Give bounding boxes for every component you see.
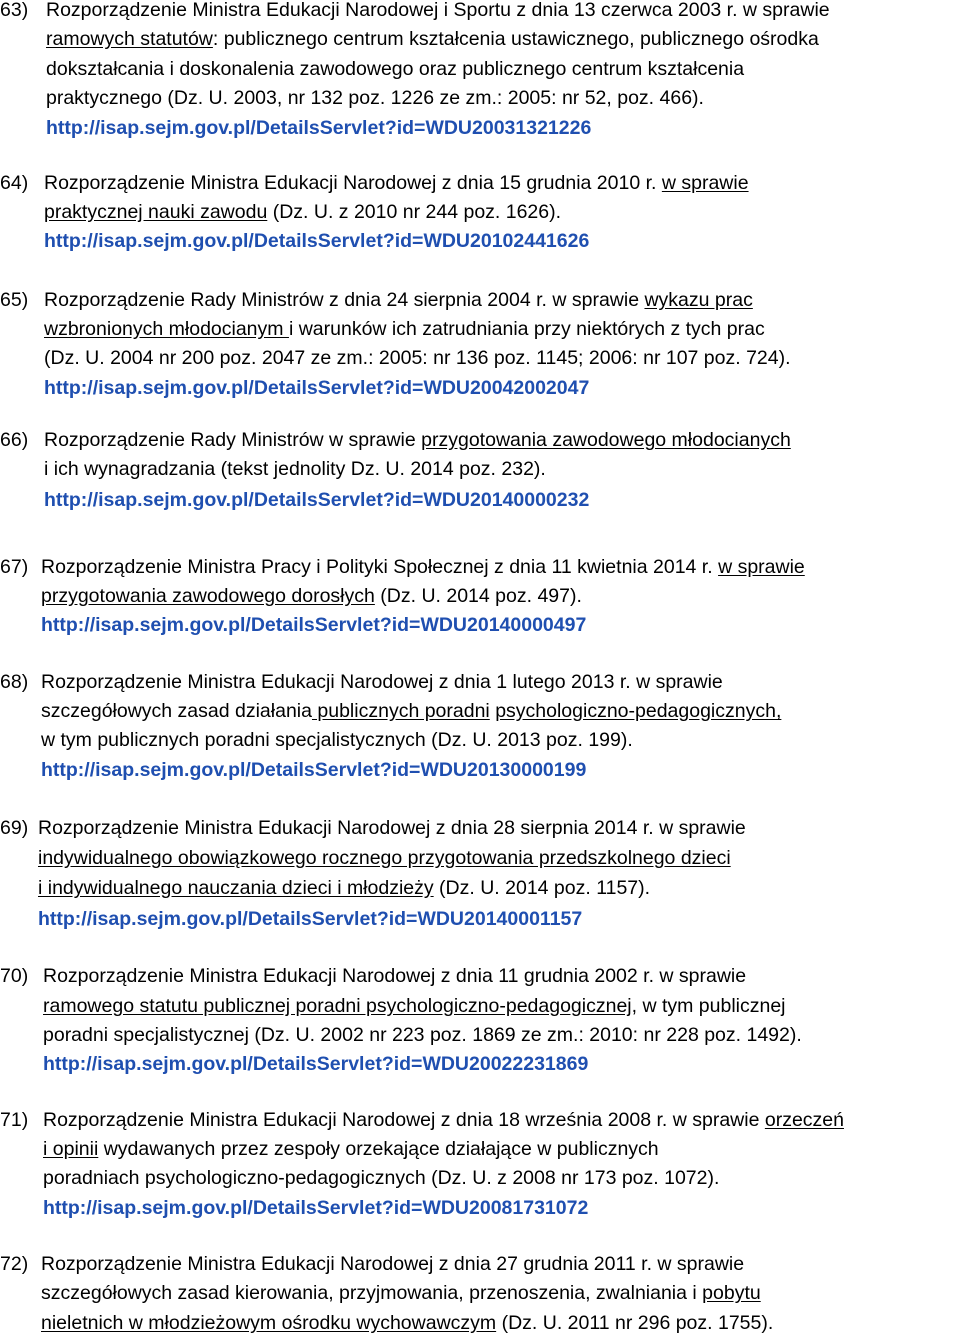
- entry-text-line: [46, 25, 819, 54]
- entry-number: 67): [0, 556, 29, 578]
- underlined-title-text: ramowych statutów: [46, 28, 213, 50]
- isap-link[interactable]: http://isap.sejm.gov.pl/DetailsServlet?id=WDU20031321226: [46, 117, 592, 139]
- entry-number: 70): [0, 965, 29, 987]
- entry-text-line: [41, 668, 723, 697]
- entry-number: 65): [0, 289, 29, 311]
- entry-text: Rozporządzenie Ministra Edukacji Narodowej z dnia 18 września 2008 r. w sprawie: [43, 1109, 765, 1131]
- entry-number: 68): [0, 671, 29, 693]
- underlined-title-text: ramowego statutu publicznej poradni psychologiczno-pedagogicznej: [43, 995, 632, 1017]
- entry-number: 69): [0, 817, 29, 839]
- entry-text: : publicznego centrum kształcenia ustawicznego, publicznego ośrodka: [212, 28, 819, 50]
- entry-text: (Dz. U. 2014 poz. 497).: [374, 585, 582, 607]
- underlined-title-text: i indywidualnego nauczania dzieci i młodzieży: [38, 877, 434, 899]
- underlined-title-text: wykazu prac: [644, 289, 753, 311]
- entry-text: szczegółowych zasad kierowania, przyjmowania, przenoszenia, zwalniania i: [41, 1282, 703, 1304]
- entry-text: wydawanych przez zespoły orzekające działające w publicznych: [98, 1138, 659, 1160]
- entry-text-line: [44, 286, 753, 315]
- underlined-title-text: nieletnich w młodzieżowym ośrodku wychowawczym: [41, 1312, 497, 1334]
- entry-text: (Dz. U. 2011 nr 296 poz. 1755).: [496, 1312, 774, 1334]
- entry-text-line: [46, 0, 830, 25]
- entry-text: szczegółowych zasad działania: [41, 700, 312, 722]
- isap-link[interactable]: http://isap.sejm.gov.pl/DetailsServlet?id=WDU20081731072: [43, 1197, 589, 1219]
- entry-text: praktycznego (Dz. U. 2003, nr 132 poz. 1226 ze zm.: 2005: nr 52, poz. 466).: [46, 87, 704, 109]
- entry-text: dokształcania i doskonalenia zawodowego oraz publicznego centrum kształcenia: [46, 58, 745, 80]
- entry-text-line: [41, 553, 805, 582]
- isap-link[interactable]: http://isap.sejm.gov.pl/DetailsServlet?id=WDU20102441626: [44, 230, 590, 252]
- entry-text-line: [41, 1250, 744, 1279]
- entry-text-line: [44, 455, 546, 484]
- underlined-title-text: wzbronionych młodocianym: [44, 318, 289, 340]
- isap-link[interactable]: http://isap.sejm.gov.pl/DetailsServlet?id=WDU20140000497: [41, 614, 587, 636]
- underlined-title-text: i opinii: [43, 1138, 99, 1160]
- entry-number: 64): [0, 172, 29, 194]
- entry-text-line: [43, 1164, 719, 1193]
- entry-text: i ich wynagradzania (tekst jednolity Dz. U. 2014 poz. 232).: [44, 458, 546, 480]
- underlined-title-text: indywidualnego obowiązkowego rocznego przygotowania przedszkolnego dzieci: [38, 847, 731, 869]
- entry-text-line: [38, 844, 731, 873]
- entry-text: Rozporządzenie Ministra Edukacji Narodowej z dnia 27 grudnia 2011 r. w sprawie: [41, 1253, 745, 1275]
- underlined-title-text: praktycznej nauki zawodu: [44, 201, 268, 223]
- entry-text-line: [41, 582, 582, 611]
- entry-text-line: [44, 169, 749, 198]
- underlined-title-text: orzeczeń: [764, 1109, 844, 1131]
- entry-text-line: [38, 874, 650, 903]
- entry-text-line: [43, 962, 746, 991]
- underlined-title-text: psychologiczno-pedagogicznych,: [495, 700, 782, 722]
- entry-text: Rozporządzenie Ministra Edukacji Narodowej z dnia 1 lutego 2013 r. w sprawie: [41, 671, 723, 693]
- entry-text-line: [43, 1021, 802, 1050]
- underlined-title-text: przygotowania zawodowego dorosłych: [41, 585, 375, 607]
- entry-text: Rozporządzenie Ministra Edukacji Narodowej z dnia 28 sierpnia 2014 r. w sprawie: [38, 817, 746, 839]
- entry-text-line: [43, 992, 786, 1021]
- entry-text-line: [46, 55, 744, 84]
- entry-text-line: [43, 1135, 659, 1164]
- entry-text: (Dz. U. z 2010 nr 244 poz. 1626).: [267, 201, 562, 223]
- entry-text: w tym publicznych poradni specjalistycznych (Dz. U. 2013 poz. 199).: [41, 729, 633, 751]
- entry-text-line: [46, 84, 704, 113]
- entry-number: 66): [0, 429, 29, 451]
- entry-number: 71): [0, 1109, 29, 1131]
- entry-text-line: [44, 198, 561, 227]
- entry-text-line: [44, 426, 791, 455]
- isap-link[interactable]: http://isap.sejm.gov.pl/DetailsServlet?id=WDU20140001157: [38, 908, 583, 930]
- entry-text: Rozporządzenie Ministra Edukacji Narodowej i Sportu z dnia 13 czerwca 2003 r. w sprawie: [46, 0, 830, 21]
- isap-link[interactable]: http://isap.sejm.gov.pl/DetailsServlet?id=WDU20042002047: [44, 377, 590, 399]
- entry-text: , w tym publicznej: [631, 995, 786, 1017]
- underlined-title-text: pobytu: [702, 1282, 761, 1304]
- entry-text-line: [38, 814, 746, 843]
- isap-link[interactable]: http://isap.sejm.gov.pl/DetailsServlet?id=WDU20130000199: [41, 759, 587, 781]
- underlined-title-text: publicznych poradni: [311, 700, 490, 722]
- entry-text-line: [41, 726, 633, 755]
- isap-link[interactable]: http://isap.sejm.gov.pl/DetailsServlet?id=WDU20140000232: [44, 489, 590, 511]
- entry-number: 63): [0, 0, 29, 21]
- entry-text: Rozporządzenie Ministra Edukacji Narodowej z dnia 11 grudnia 2002 r. w sprawie: [43, 965, 747, 987]
- entry-text: poradniach psychologiczno-pedagogicznych (Dz. U. z 2008 nr 173 poz. 1072).: [43, 1167, 720, 1189]
- underlined-title-text: przygotowania zawodowego młodocianych: [421, 429, 791, 451]
- entry-number: 72): [0, 1253, 29, 1275]
- entry-text: Rozporządzenie Ministra Edukacji Narodowej z dnia 15 grudnia 2010 r.: [44, 172, 662, 194]
- isap-link[interactable]: http://isap.sejm.gov.pl/DetailsServlet?id=WDU20022231869: [43, 1053, 589, 1075]
- entry-text-line: [41, 1279, 761, 1308]
- entry-text: Rozporządzenie Ministra Pracy i Polityki Społecznej z dnia 11 kwietnia 2014 r.: [41, 556, 719, 578]
- entry-text: (Dz. U. 2004 nr 200 poz. 2047 ze zm.: 2005: nr 136 poz. 1145; 2006: nr 107 poz. 724).: [44, 347, 791, 369]
- underlined-title-text: w sprawie: [718, 556, 805, 578]
- entry-text: i warunków ich zatrudniania przy niektórych z tych prac: [288, 318, 765, 340]
- entry-text-line: [43, 1106, 844, 1135]
- underlined-title-text: w sprawie: [661, 172, 749, 194]
- entry-text: Rozporządzenie Rady Ministrów w sprawie: [44, 429, 422, 451]
- entry-text-line: [44, 344, 791, 373]
- entry-text-line: [41, 697, 781, 726]
- entry-text-line: [44, 315, 765, 344]
- entry-text: (Dz. U. 2014 poz. 1157).: [433, 877, 651, 899]
- entry-text-line: [41, 1309, 773, 1338]
- entry-text: Rozporządzenie Rady Ministrów z dnia 24 sierpnia 2004 r. w sprawie: [44, 289, 645, 311]
- entry-text: poradni specjalistycznej (Dz. U. 2002 nr 223 poz. 1869 ze zm.: 2010: nr 228 poz. 1492).: [43, 1024, 802, 1046]
